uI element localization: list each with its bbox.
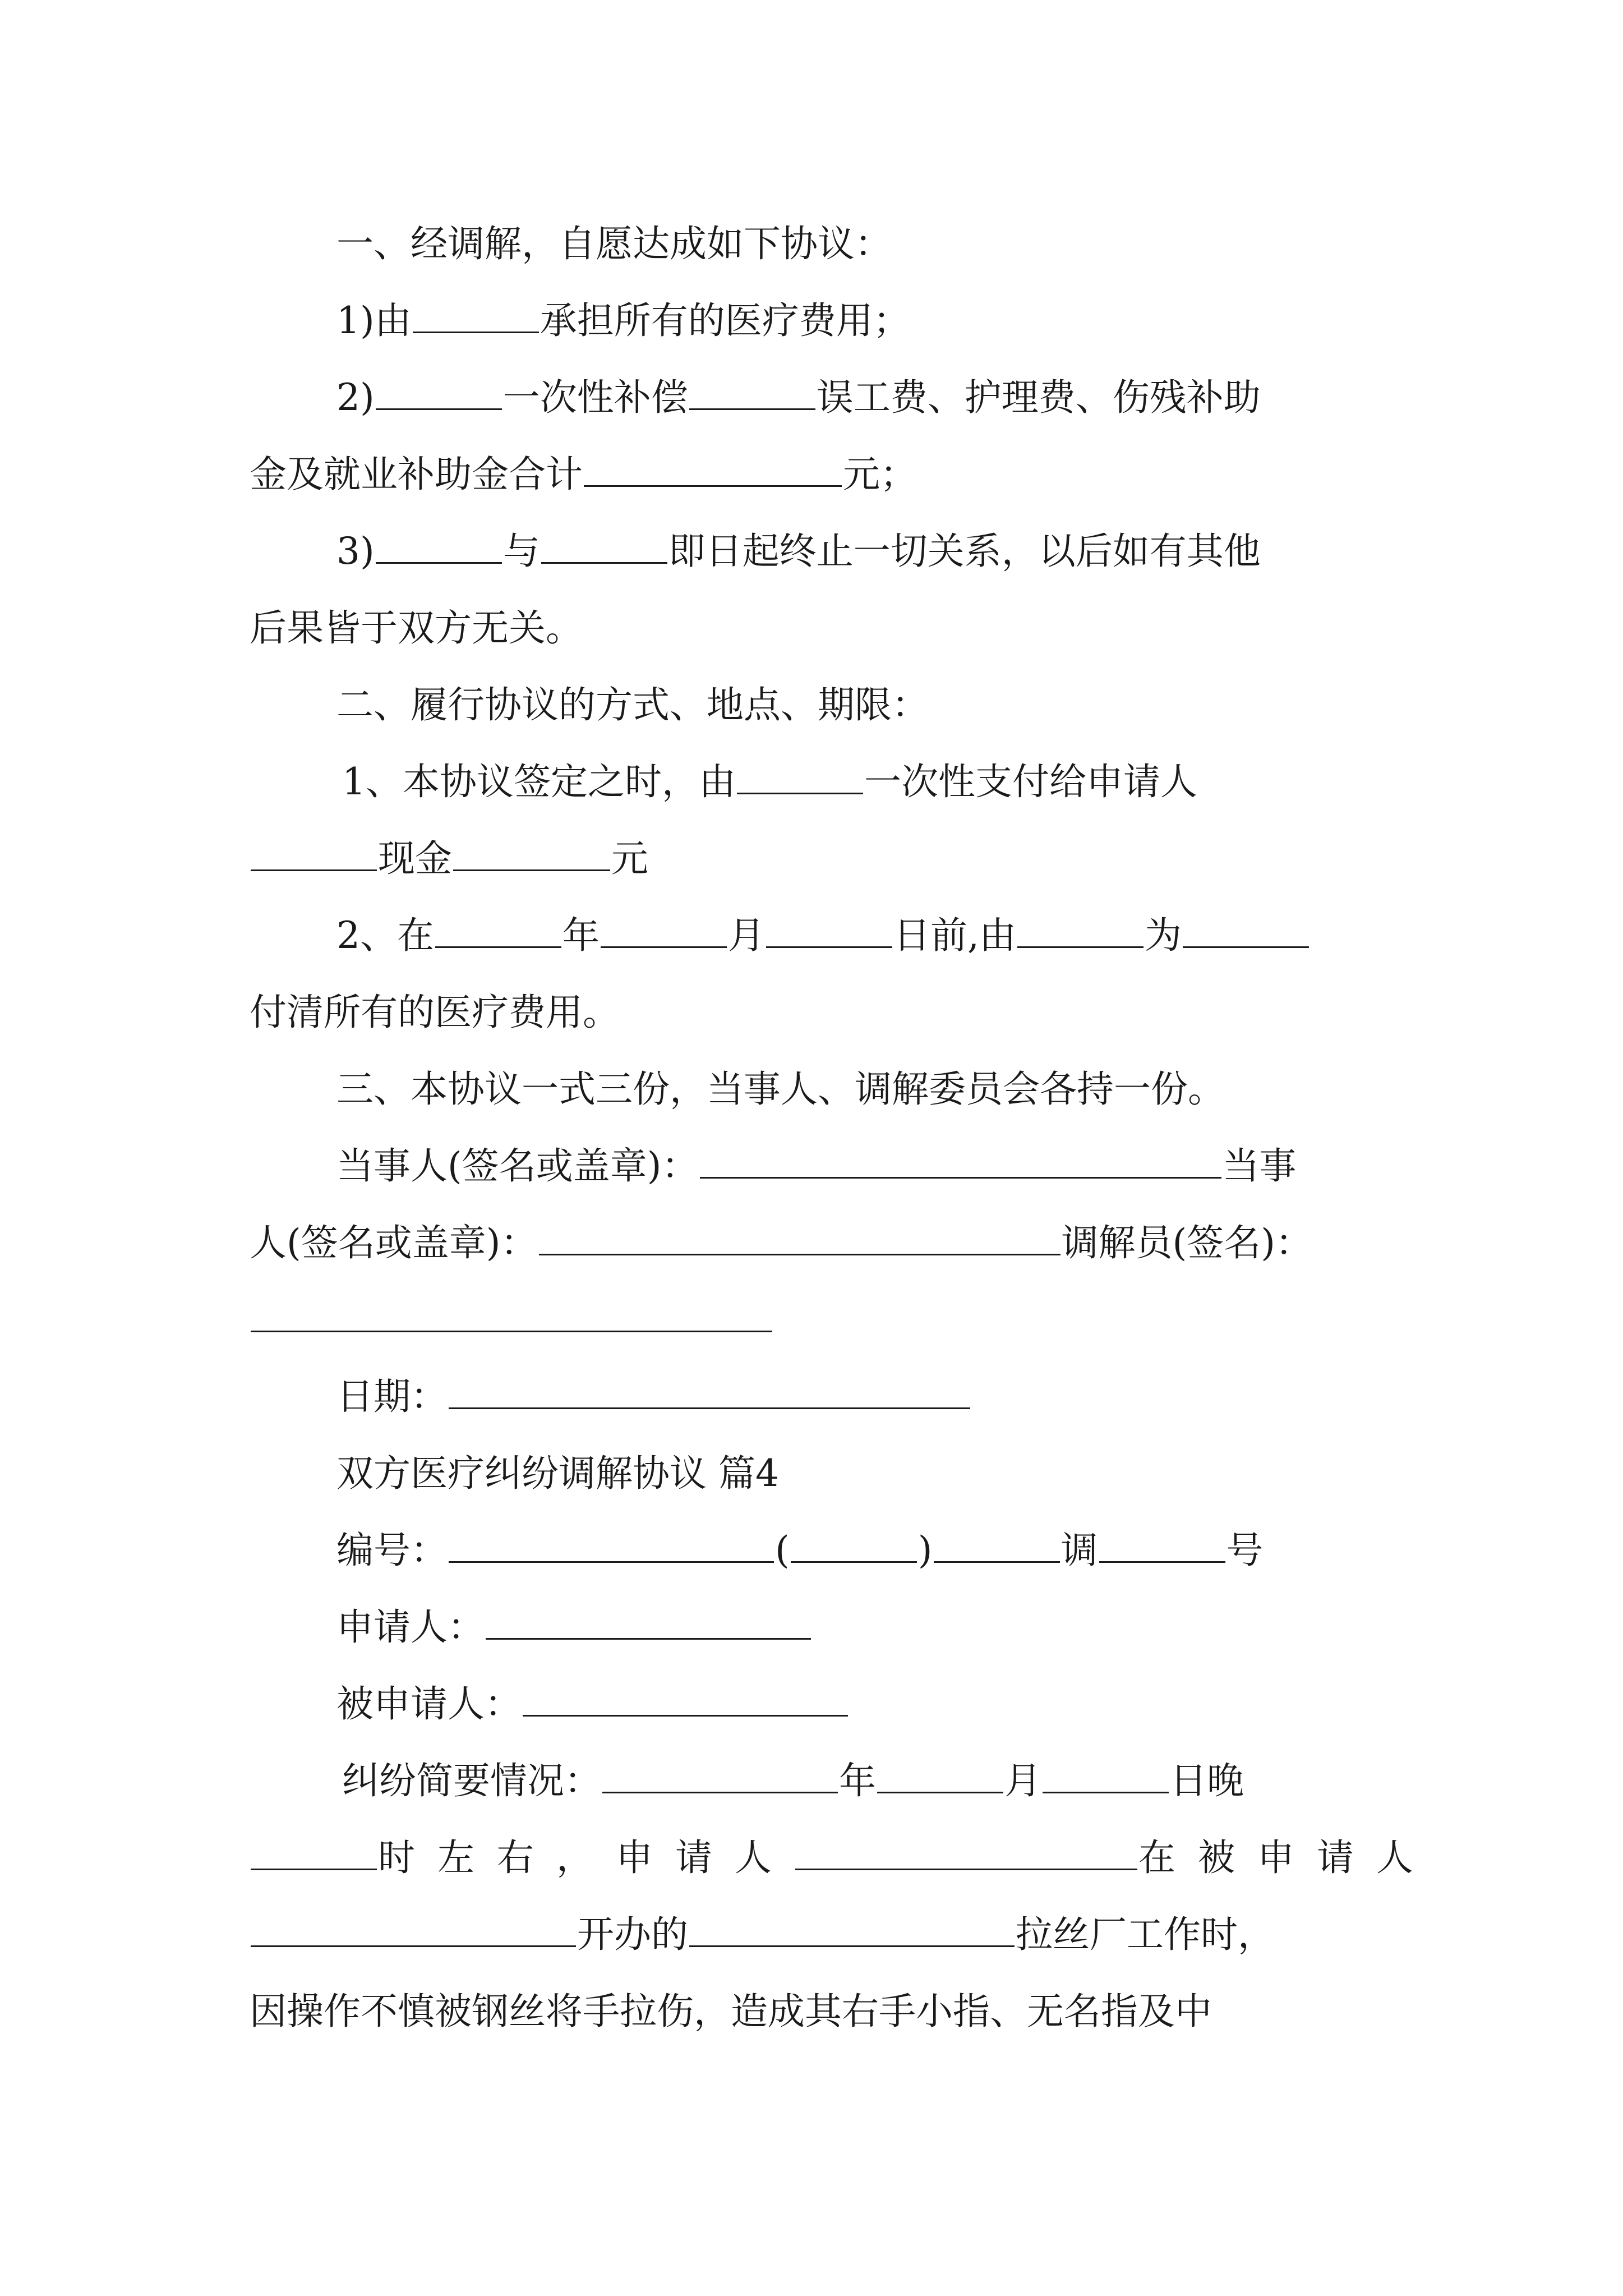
clause-1-1: 1)由 承担所有的医疗费用； — [336, 293, 1514, 349]
number-line: 编号： ( ) 调 号 — [336, 1522, 1514, 1579]
blank-field[interactable] — [795, 1834, 1137, 1870]
blank-field[interactable] — [1017, 912, 1144, 948]
summary-line-4: 因操作不慎被钢丝将手拉伤，造成其右手小指、无名指及中 — [250, 1990, 1212, 2033]
blank-field[interactable] — [1099, 1526, 1225, 1563]
blank-field[interactable] — [449, 1526, 774, 1563]
blank-field[interactable] — [877, 1757, 1003, 1793]
respondent-line: 被申请人： — [336, 1676, 1514, 1732]
section-3-heading: 三、本协议一式三份，当事人、调解委员会各持一份。 — [336, 1068, 1225, 1111]
blank-field[interactable] — [934, 1526, 1060, 1563]
blank-field[interactable] — [1183, 912, 1309, 948]
blank-field[interactable] — [251, 835, 377, 871]
signature-party-2: 人(签名或盖章)： 调解员(签名)： — [250, 1215, 1427, 1271]
clause-1-2: 2) 一次性补偿 误工费、护理费、伤残补助 — [336, 370, 1514, 426]
blank-field[interactable] — [435, 912, 561, 948]
signature-field[interactable] — [700, 1142, 1221, 1179]
blank-field[interactable] — [453, 835, 610, 871]
blank-field[interactable] — [766, 912, 892, 948]
section-1-heading: 一、经调解，自愿达成如下协议： — [336, 222, 892, 265]
summary-line-1: 纠纷简要情况： 年 月 日晚 — [342, 1753, 1520, 1809]
clause-2-1-cont: 现金 元 — [250, 831, 1427, 887]
applicant-line: 申请人： — [336, 1599, 1514, 1655]
blank-field[interactable] — [486, 1603, 811, 1640]
blank-field[interactable] — [602, 1757, 838, 1793]
section-2-heading: 二、履行协议的方式、地点、期限： — [336, 683, 929, 726]
date-line: 日期： — [336, 1369, 1514, 1425]
clause-2-2-cont: 付清所有的医疗费用。 — [250, 991, 620, 1034]
clause-1-3-cont: 后果皆于双方无关。 — [250, 606, 583, 650]
clause-1-3: 3) 与 即日起终止一切关系，以后如有其他 — [336, 523, 1514, 579]
article-title: 双方医疗纠纷调解协议 篇4 — [336, 1452, 779, 1495]
clause-2-2: 2、在 年 月 日前,由 为 — [336, 908, 1514, 964]
blank-field[interactable] — [737, 758, 863, 794]
blank-field[interactable] — [251, 1834, 377, 1870]
summary-line-3: 开办的 拉丝厂工作时， — [250, 1907, 1427, 1963]
blank-field[interactable] — [523, 1680, 848, 1717]
blank-field[interactable] — [689, 374, 815, 410]
signature-mediator-line — [250, 1292, 1427, 1348]
blank-field[interactable] — [541, 527, 667, 564]
signature-party-1: 当事人(签名或盖章)： 当事 — [336, 1138, 1514, 1194]
blank-field[interactable] — [601, 912, 727, 948]
clause-2-1: 1、本协议签定之时，由 一次性支付给申请人 — [342, 754, 1520, 810]
blank-field[interactable] — [689, 1911, 1015, 1947]
blank-field[interactable] — [376, 527, 502, 564]
blank-field[interactable] — [376, 374, 502, 410]
blank-field[interactable] — [1043, 1757, 1169, 1793]
summary-line-2: 时左右，申请人 在被申请人 — [250, 1830, 1427, 1886]
signature-field[interactable] — [539, 1219, 1061, 1255]
blank-field[interactable] — [791, 1526, 917, 1563]
blank-field[interactable] — [251, 1911, 576, 1947]
clause-1-2-cont: 金及就业补助金合计 元； — [250, 447, 1427, 503]
signature-field[interactable] — [251, 1296, 772, 1332]
blank-field[interactable] — [413, 297, 539, 333]
blank-field[interactable] — [584, 450, 842, 487]
date-field[interactable] — [449, 1373, 970, 1409]
